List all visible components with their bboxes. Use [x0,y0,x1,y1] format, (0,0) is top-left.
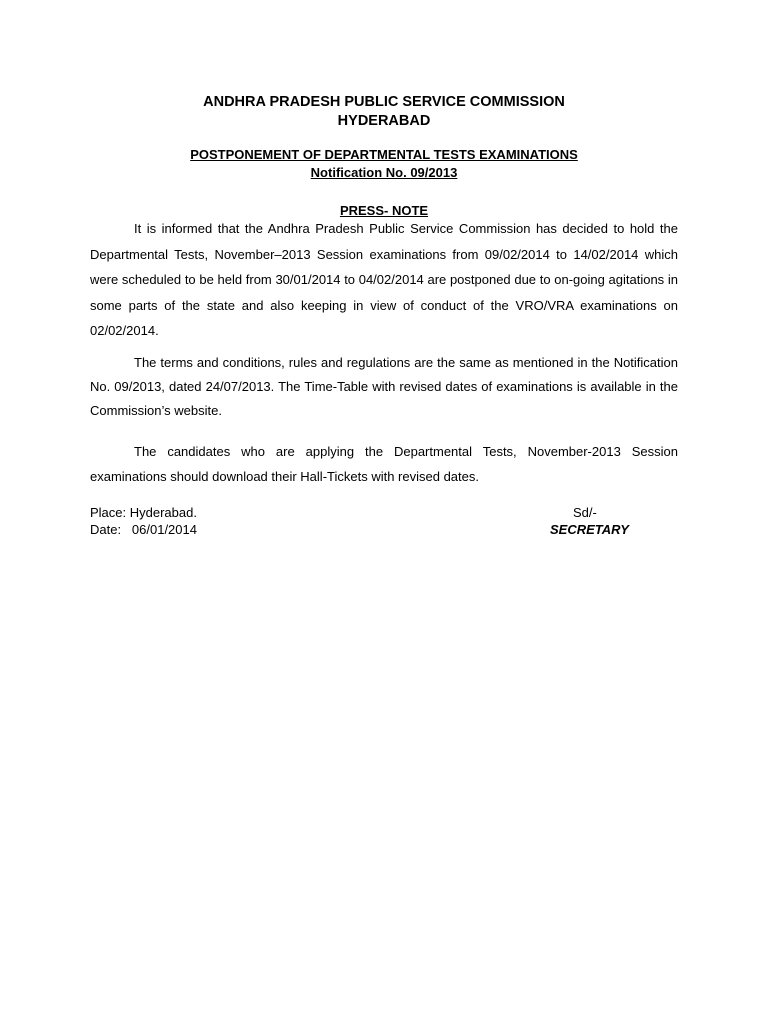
subject-title: POSTPONEMENT OF DEPARTMENTAL TESTS EXAMINATIONS [190,147,578,162]
body-paragraph-3: The candidates who are applying the Departmental Tests, November-2013 Session examinations should download their Hall-Tickets with revised dates. [90,444,678,484]
designation-secretary: SECRETARY [550,522,629,537]
notification-number: Notification No. 09/2013 [310,165,458,180]
date-line: Date: 06/01/2014 [90,522,197,537]
organization-name: ANDHRA PRADESH PUBLIC SERVICE COMMISSION [203,94,565,110]
body-paragraph-1: It is informed that the Andhra Pradesh Public Service Commission has decided to hold the Departmental Tests, November–2013 Session examinations from 09/02/2014 to 14/02/2014 which were scheduled to be held from 30/01/2014 to 04/02/2014 are postponed due to on-going agitations in some parts of the state and also keeping in view of conduct of the VRO/VRA examinations on 02/02/2014. [90,221,678,338]
signature-mark: Sd/- [573,505,597,520]
press-note-heading: PRESS- NOTE [339,203,429,218]
body-paragraph-2: The terms and conditions, rules and regulations are the same as mentioned in the Notification No. 09/2013, dated 24/07/2013. The Time-Table with revised dates of examinations is available in the Commission’s website. [90,355,678,418]
place-line: Place: Hyderabad. [90,505,197,520]
organization-city: HYDERABAD [337,113,431,129]
